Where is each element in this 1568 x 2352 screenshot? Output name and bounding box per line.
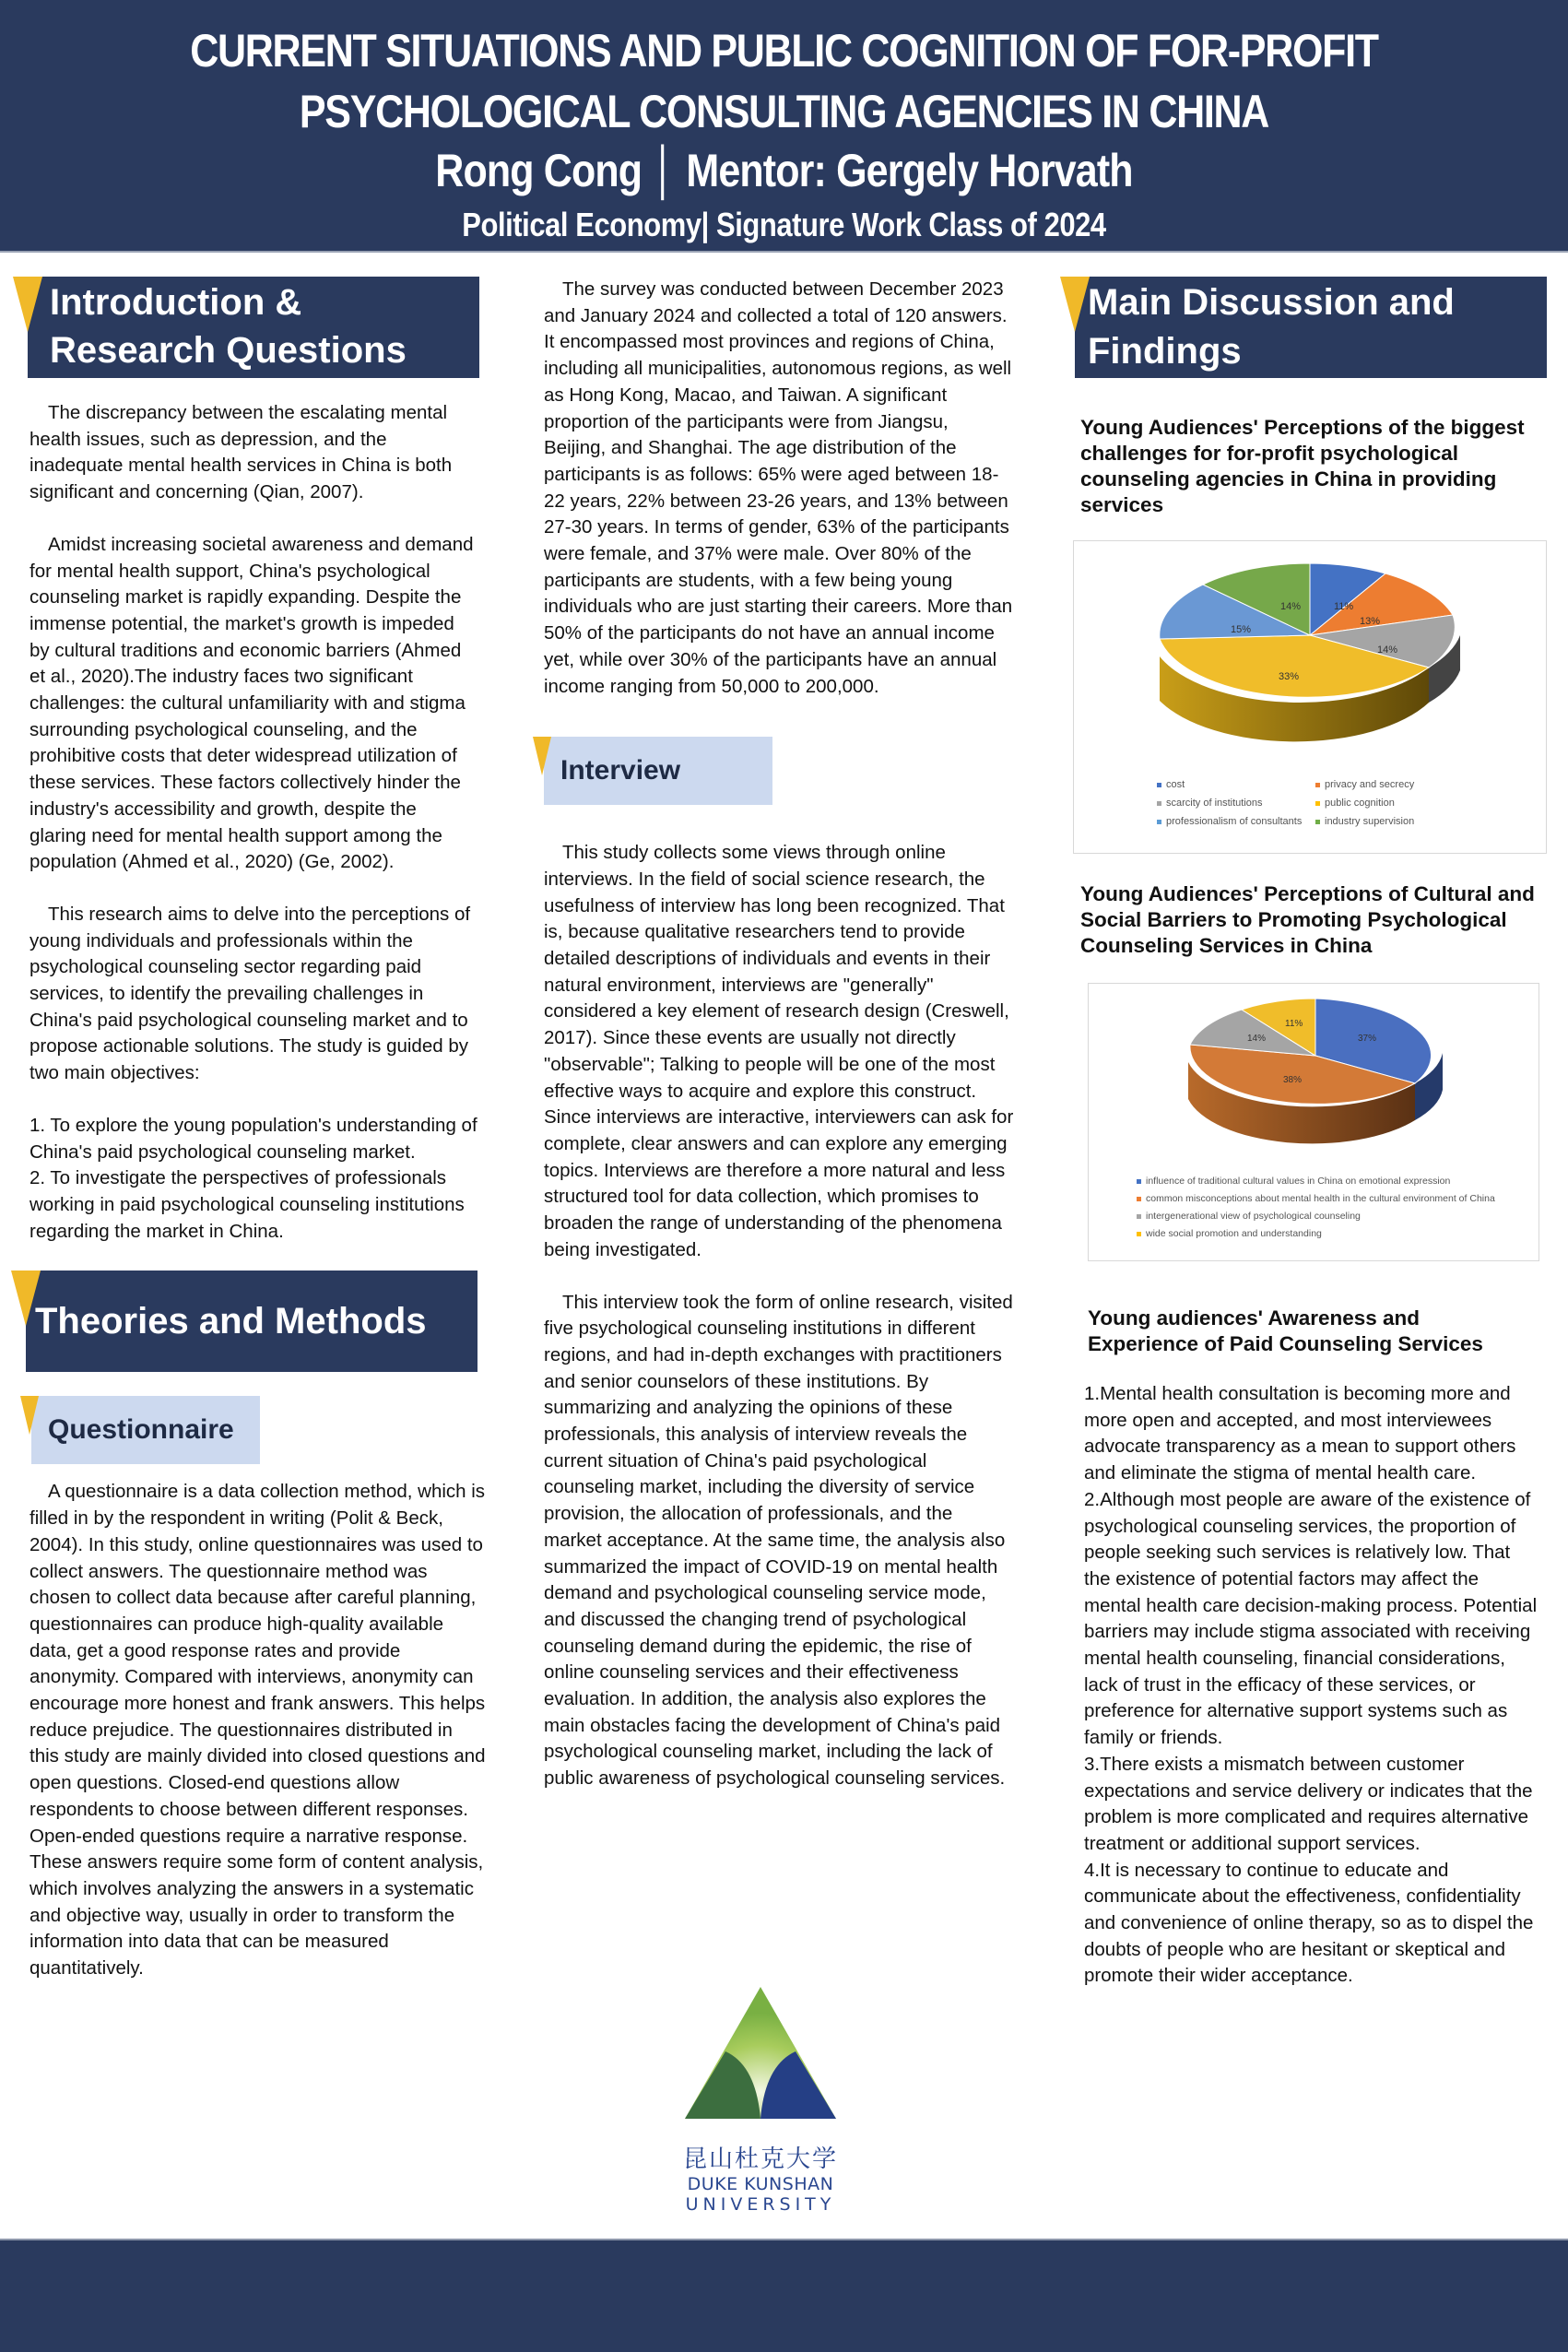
objective-1: 1. To explore the young population's understanding of China's paid psychological counseling market. xyxy=(29,1114,477,1163)
right-column xyxy=(1069,277,1549,1990)
poster-title-line1: CURRENT SITUATIONS AND PUBLIC COGNITION OF FOR-PROFIT xyxy=(190,25,1378,77)
questionnaire-heading xyxy=(31,1396,260,1464)
intro-body xyxy=(26,400,477,1245)
questionnaire-heading-text: Questionnaire xyxy=(48,1414,234,1446)
questionnaire-body xyxy=(26,1479,487,1981)
logo-name-line1: DUKE KUNSHAN xyxy=(687,2174,834,2194)
findings-heading-line1: Main Discussion and xyxy=(1088,282,1455,323)
methods-heading xyxy=(26,1271,477,1372)
left-column xyxy=(26,277,487,1982)
interview-heading-text: Interview xyxy=(560,755,681,786)
chart1-legend-item: scarcity of institutions xyxy=(1157,798,1315,809)
chart2-label-misconceptions: 38% xyxy=(1283,1075,1303,1085)
awareness-title: Young audiences' Awareness and Experience of Paid Counseling Services xyxy=(1088,1306,1483,1355)
header-divider xyxy=(0,251,1568,253)
program-line: Political Economy| Signature Work Class of 2024 xyxy=(462,206,1106,243)
logo-chinese-name: 昆山杜克大学 xyxy=(682,2145,838,2173)
intro-paragraph-1: The discrepancy between the escalating mental health issues, such as depression, and the inadequate mental health services in China is both significant and concerning (Qian, 2007). xyxy=(29,402,453,503)
chart1-legend xyxy=(1157,779,1463,827)
survey-body xyxy=(544,277,1014,700)
chart1-legend-item: privacy and secrecy xyxy=(1315,779,1463,790)
middle-column xyxy=(544,277,1014,1792)
chart1-legend-item: professionalism of consultants xyxy=(1157,816,1315,827)
mountain-logo-icon xyxy=(678,1982,843,2130)
poster-title-line2: PSYCHOLOGICAL CONSULTING AGENCIES IN CHINA xyxy=(299,86,1269,137)
chart1-label-supervision: 14% xyxy=(1280,601,1302,612)
chart1-pie-graphic xyxy=(1074,541,1548,781)
intro-heading xyxy=(28,277,479,378)
chart2-title: Young Audiences' Perceptions of Cultural and Social Barriers to Promoting Psychological Counseling Services in China xyxy=(1080,882,1535,957)
findings-heading-line2: Findings xyxy=(1088,331,1242,372)
chart2-label-social-promotion: 11% xyxy=(1285,1019,1303,1029)
intro-heading-line1: Introduction & xyxy=(50,282,302,323)
survey-paragraph: The survey was conducted between December 2023 and January 2024 and collected a total of 120 answers. It encompassed most provinces and regions of China, including all municipalities, autonomous regions, as well as Hong Kong, Macao, and Taiwan. A significant proportion of the participants were from Jiangsu, Beijing, and Shanghai. The age distribution of the participants is as follows: 65% were aged between 18-22 years, 22% between 23-26 years, and 13% between 27-30 years. In terms of gender, 63% of the participants were female, and 37% were male. Over 80% of the participants are students, with a few being young individuals who are just starting their careers. More than 50% of the participants do not have an annual income yet, while over 30% of the participants have an annual income ranging from 50,000 to 200,000. xyxy=(544,278,1013,697)
chart2-legend-item: common misconceptions about mental health in the cultural environment of China xyxy=(1137,1193,1495,1204)
findings-heading xyxy=(1075,277,1547,378)
poster-footer xyxy=(0,2239,1568,2352)
logo-name-line2: UNIVERSITY xyxy=(685,2194,836,2215)
awareness-body xyxy=(1069,1381,1539,1990)
chart1-challenges-pie xyxy=(1073,540,1547,854)
poster-header xyxy=(0,0,1568,251)
chart1-label-public-cognition: 33% xyxy=(1279,671,1300,682)
chart1-legend-item: industry supervision xyxy=(1315,816,1463,827)
chart1-label-cost: 11% xyxy=(1334,601,1354,612)
interview-paragraph-2: This interview took the form of online research, visited five psychological counseling institutions in different regions, and had in-depth exchanges with practitioners and senior counselors of these institutions. By summarizing and analyzing the opinions of these professionals, this analysis of interview reveals the current situation of China's paid psychological counseling market, including the diversity of service provision, the allocation of professionals, and the market acceptance. At the same time, the analysis also summarized the impact of COVID-19 on mental health demand and psychological counseling service mode, and discussed the changing trend of psychological counseling demand during the epidemic, the rise of online counseling services and their effectiveness evaluation. In addition, the analysis also explores the main obstacles facing the development of China's paid psychological counseling market, including the lack of public awareness of psychological counseling services. xyxy=(544,1291,1013,1790)
chart2-pie-graphic xyxy=(1089,984,1540,1159)
chart1-label-professionalism: 15% xyxy=(1231,624,1252,635)
flag-icon xyxy=(20,1396,39,1435)
finding-point-3: 3.There exists a mismatch between customer expectations and service delivery or indicates that the problem is more complicated and requires alternative treatment or additional support services. xyxy=(1084,1753,1533,1854)
chart1-label-privacy: 13% xyxy=(1360,616,1381,627)
flag-icon xyxy=(533,737,551,775)
chart1-label-scarcity: 14% xyxy=(1377,644,1398,656)
intro-heading-line2: Research Questions xyxy=(50,330,407,371)
chart1-legend-item: public cognition xyxy=(1315,798,1463,809)
chart1-title: Young Audiences' Perceptions of the biggest challenges for for-profit psychological counseling agencies in China in providing services xyxy=(1080,416,1525,516)
flag-icon xyxy=(13,277,42,332)
interview-paragraph-1: This study collects some views through online interviews. In the field of social science research, the usefulness of interview has long been recognized. That is, because qualitative researchers tend to provide detailed descriptions of individuals and events in their natural environment, interviews are "generally" considered a key element of research design (Creswell, 2017). Since these events are usually not directly "observable"; Talking to people will be one of the most effective ways to acquire and explore this construct. Since interviews are interactive, interviewers can ask for complete, clear answers and can explore any emerging topics. Interviews are therefore a more natural and less structured tool for data collection, which promises to broaden the range of understanding of the phenomena being investigated. xyxy=(544,842,1014,1260)
chart2-legend-item: influence of traditional cultural values in China on emotional expression xyxy=(1137,1176,1495,1187)
chart1-legend-item: cost xyxy=(1157,779,1315,790)
interview-heading xyxy=(544,737,772,805)
questionnaire-paragraph-1: A questionnaire is a data collection method, which is filled in by the respondent in writing (Polit & Beck, 2004). In this study, online questionnaires was used to collect answers. The questionnaire method was chosen to collect data because after careful planning, questionnaires can produce high-quality available data, get a good response rates and provide anonymity. Compared with interviews, anonymity can encourage more honest and frank answers. This helps reduce prejudice. The questionnaires distributed in this study are mainly divided into closed questions and open questions. Closed-end questions allow respondents to choose between different responses. Open-ended questions require a narrative response. These answers require some form of content analysis, which involves analyzing the answers in a systematic and objective way, usually in order to transform the information into data that can be measured quantitatively. xyxy=(29,1481,486,1980)
chart2-label-traditional-values: 37% xyxy=(1358,1034,1377,1044)
poster-title xyxy=(110,20,1458,142)
finding-point-1: 1.Mental health consultation is becoming more and more open and accepted, and most interviewees advocate transparency as a mean to support others and eliminate the stigma of mental health care. xyxy=(1084,1383,1516,1484)
intro-paragraph-3: This research aims to delve into the perceptions of young individuals and professionals within the psychological counseling sector regarding paid services, to identify the prevailing challenges in China's paid psychological counseling market and to propose actionable solutions. The study is guided by two main objectives: xyxy=(29,903,471,1084)
chart2-label-intergenerational: 14% xyxy=(1247,1034,1267,1044)
university-logo xyxy=(664,1982,857,2215)
flag-icon xyxy=(1060,277,1090,332)
chart2-legend-item: wide social promotion and understanding xyxy=(1137,1228,1495,1239)
intro-paragraph-2: Amidst increasing societal awareness and demand for mental health support, China's psychological counseling market is rapidly expanding. Despite the immense potential, the market's growth is impeded by cultural traditions and economic barriers (Ahmed et al., 2020).The industry faces two significant challenges: the cultural unfamiliarity with and stigma surrounding psychological counseling, and the prohibitive costs that deter widespread utilization of these services. These factors collectively hinder the industry's accessibility and growth, despite the glaring need for mental health support among the population (Ahmed et al., 2020) (Ge, 2002). xyxy=(29,533,474,873)
methods-heading-text: Theories and Methods xyxy=(35,1301,427,1342)
finding-point-2: 2.Although most people are aware of the existence of psychological counseling services, the proportion of people seeking such services is relatively low. That the existence of potential factors may affect the mental health care decision-making process. Potential barriers may include stigma associated with receiving mental health counseling, financial considerations, lack of trust in the efficacy of these services, or preference for alternative support systems such as family or friends. xyxy=(1084,1488,1538,1749)
objective-2: 2. To investigate the perspectives of professionals working in paid psychological counseling institutions regarding the market in China. xyxy=(29,1167,465,1242)
flag-icon xyxy=(11,1271,41,1326)
chart2-legend-item: intergenerational view of psychological counseling xyxy=(1137,1211,1495,1222)
interview-body xyxy=(544,840,1014,1792)
finding-point-4: 4.It is necessary to continue to educate and communicate about the effectiveness, confidentiality and convenience of online therapy, so as to dispel the doubts of people who are hesitant or skeptical and promote their wider acceptance. xyxy=(1084,1859,1534,1987)
chart2-legend xyxy=(1137,1176,1495,1239)
chart2-barriers-pie xyxy=(1088,983,1539,1261)
author-line: Rong Cong │ Mentor: Gergely Horvath xyxy=(435,145,1133,196)
